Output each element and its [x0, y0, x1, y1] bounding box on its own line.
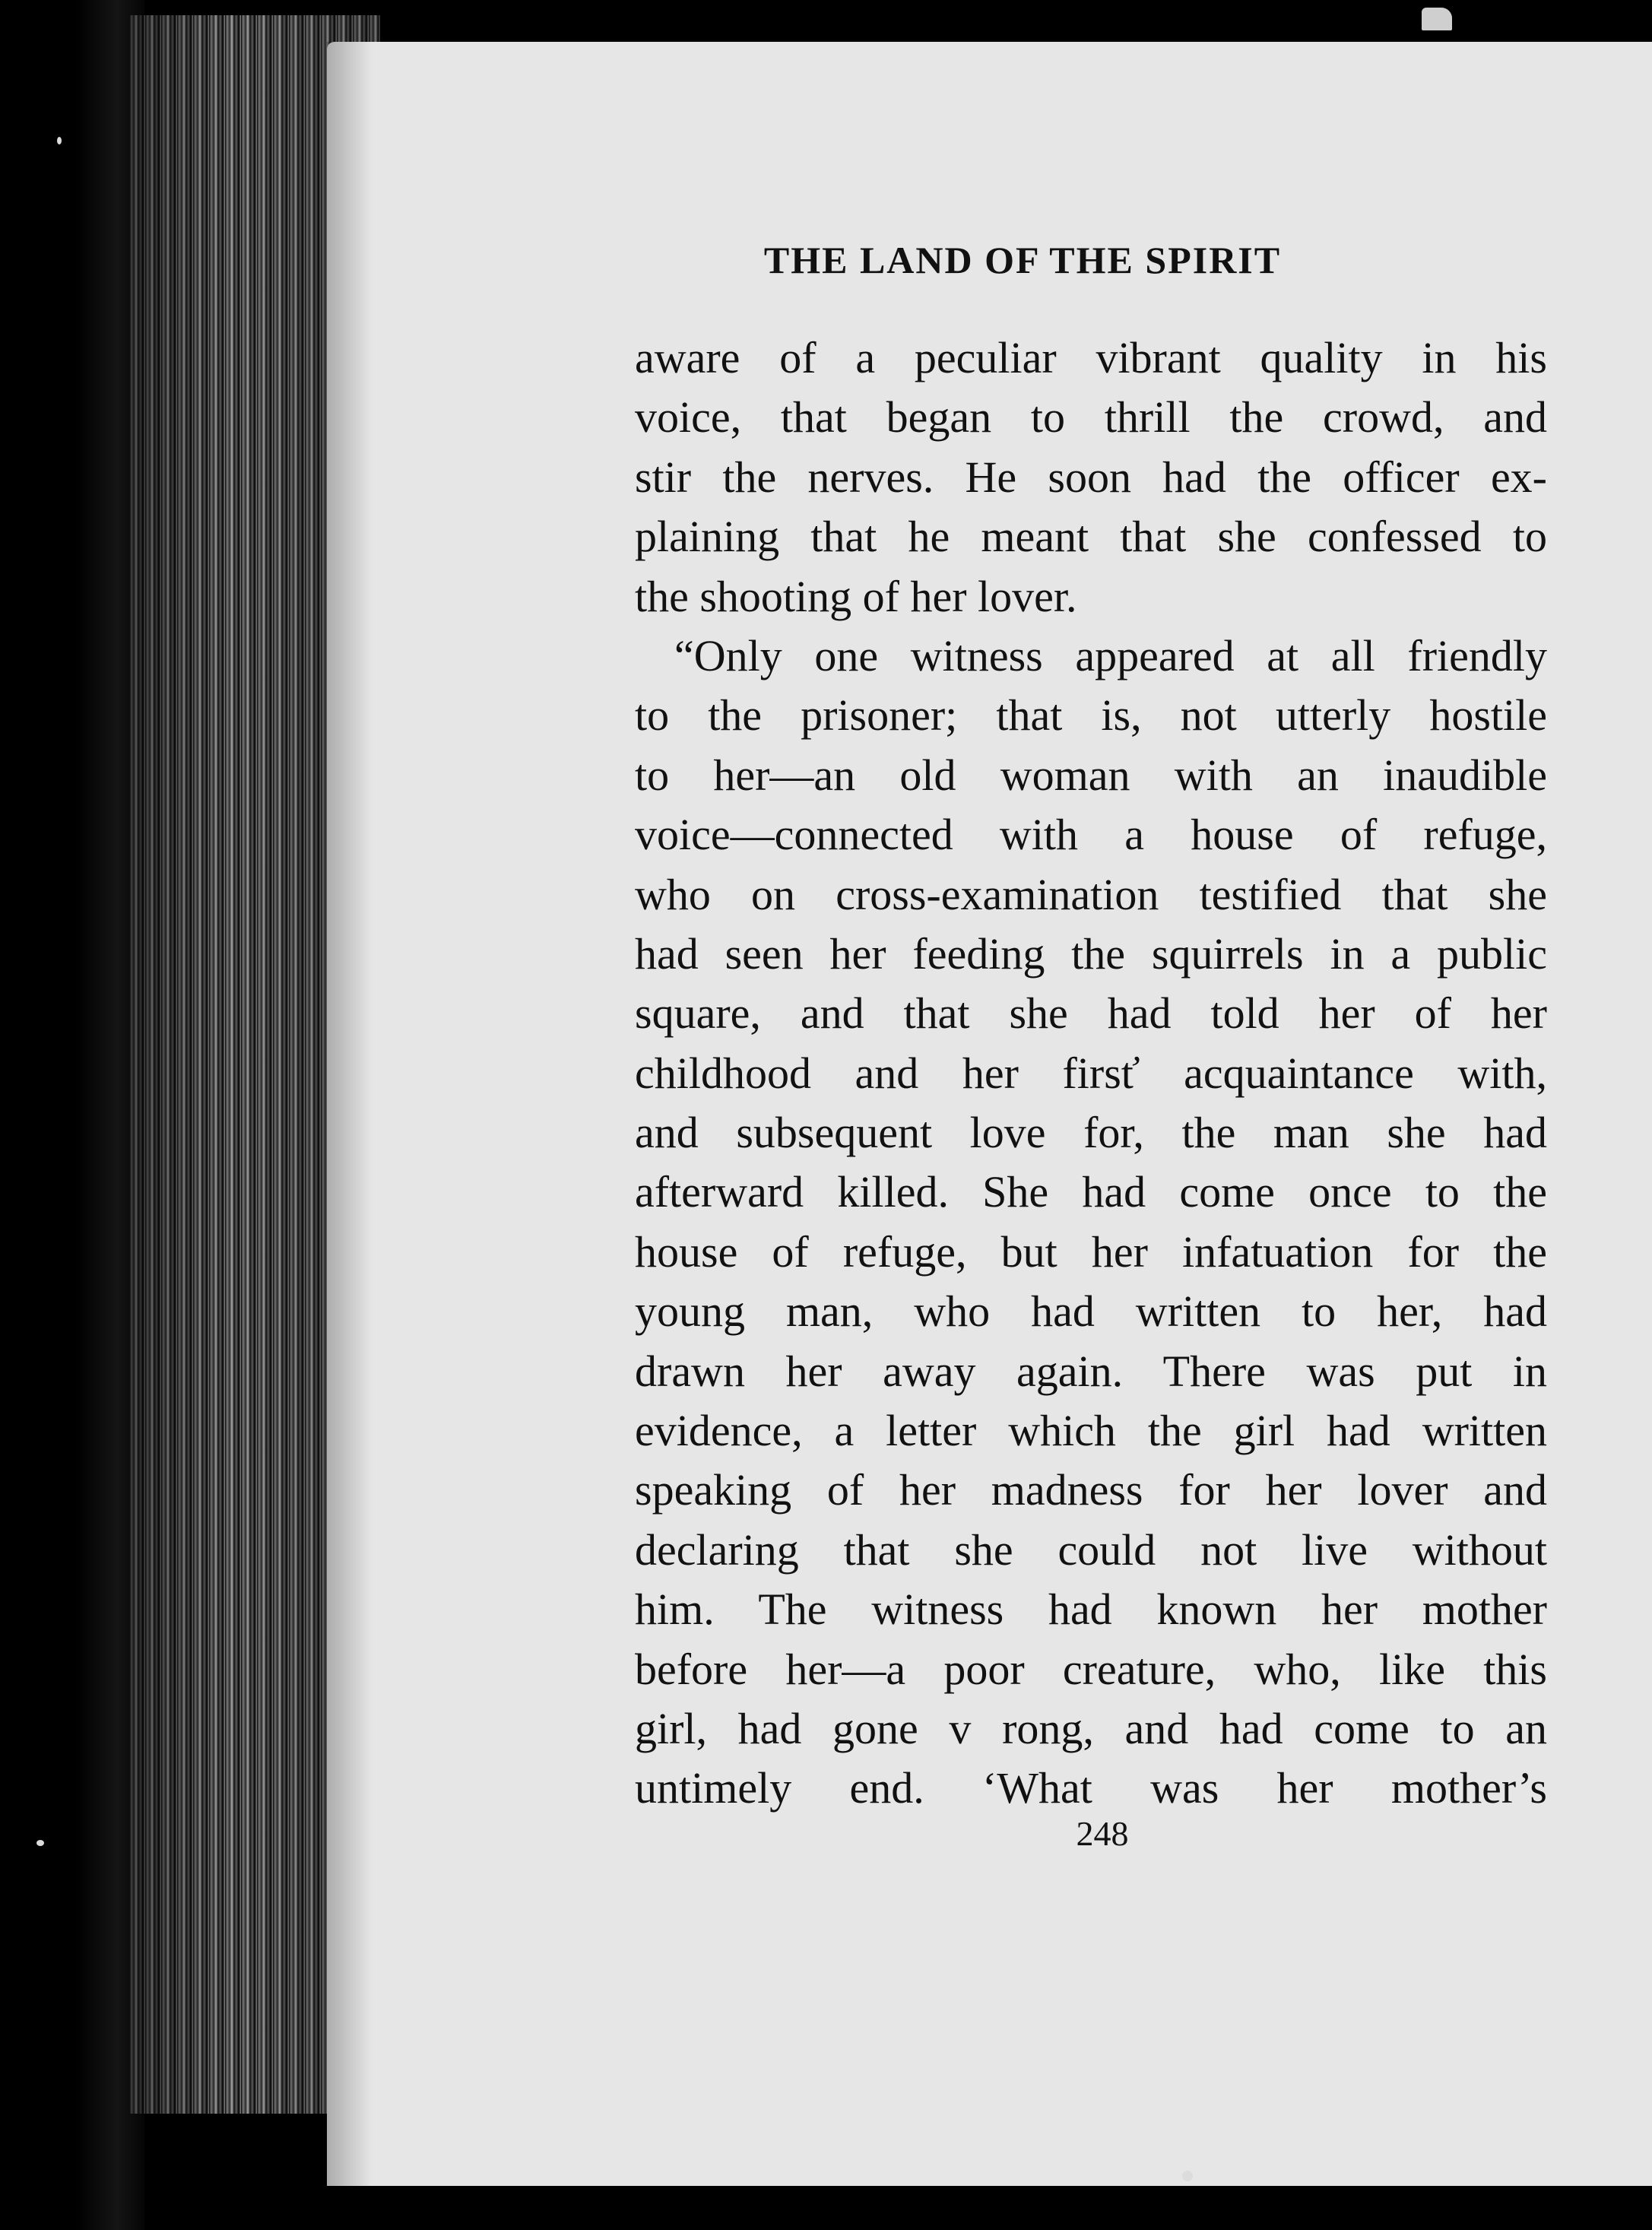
text-line: plaining that he meant that she confessed to: [635, 512, 1547, 562]
text-line: who on cross-examination testified that she: [635, 869, 1547, 919]
text-line: childhood and her firsť acquaintance with,: [635, 1048, 1547, 1098]
text-line: evidence, a letter which the girl had written: [635, 1406, 1547, 1456]
text-line: to her—an old woman with an inaudible: [635, 750, 1547, 800]
text-line: voice, that began to thrill the crowd, and: [635, 392, 1547, 443]
text-line: him. The witness had known her mother: [635, 1584, 1547, 1635]
text-line: the shooting of her lover.: [635, 571, 1077, 621]
text-line: drawn her away again. There was put in: [635, 1346, 1547, 1396]
dust-speck: [36, 1840, 44, 1846]
scan-artifact: [1422, 8, 1452, 30]
text-line: to the prisoner; that is, not utterly hostile: [635, 690, 1547, 741]
text-line: afterward killed. She had come once to the: [635, 1167, 1547, 1217]
text-line: declaring that she could not live without: [635, 1524, 1547, 1575]
text-line: “Only one witness appeared at all friendly: [674, 630, 1547, 680]
text-line: girl, had gone v rong, and had come to an: [635, 1703, 1547, 1753]
text-line: young man, who had written to her, had: [635, 1286, 1547, 1337]
text-line: aware of a peculiar vibrant quality in his: [635, 333, 1547, 382]
text-line: had seen her feeding the squirrels in a public: [635, 928, 1547, 979]
page-gutter-shadow: [327, 42, 373, 2186]
text-line: speaking of her madness for her lover and: [635, 1465, 1547, 1515]
text-line: and subsequent love for, the man she had: [635, 1108, 1547, 1158]
dust-speck: [1182, 2171, 1193, 2181]
running-head: THE LAND OF THE SPIRIT: [763, 239, 1282, 281]
body-text: [635, 328, 1547, 1819]
text-line: stir the nerves. He soon had the officer ex-: [635, 452, 1547, 502]
dust-speck: [57, 137, 62, 144]
text-line: house of refuge, but her infatuation for the: [635, 1226, 1547, 1277]
text-line: untimely end. ‘What was her mother’s: [635, 1763, 1547, 1813]
text-line: square, and that she had told her of her: [635, 988, 1547, 1039]
text-line: voice—connected with a house of refuge,: [635, 810, 1547, 860]
text-line: before her—a poor creature, who, like this: [635, 1644, 1547, 1694]
page-number: 248: [1076, 1814, 1129, 1853]
